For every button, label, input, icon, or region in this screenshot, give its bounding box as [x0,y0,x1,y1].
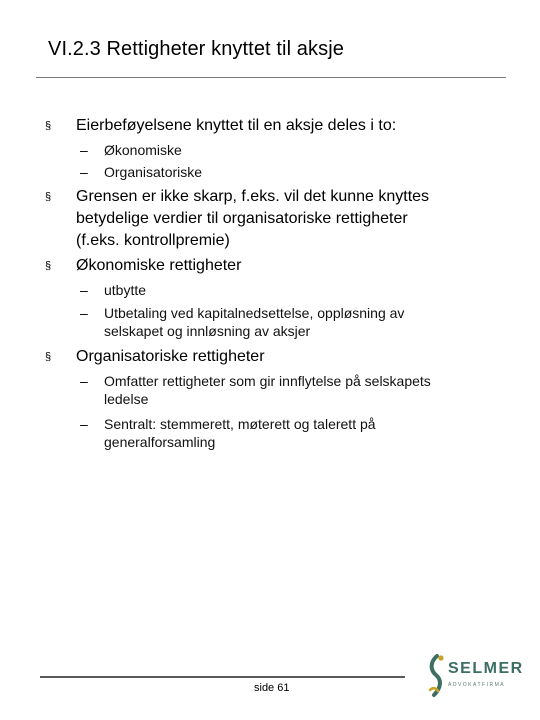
selmer-leaf-icon [426,654,446,698]
page-title: VI.2.3 Rettigheter knyttet til aksje [48,38,344,60]
sub-sentralt-line1: Sentralt: stemmerett, møterett og talerett på [104,416,376,432]
dash-marker: – [80,305,88,321]
bullet-marker: § [45,260,52,272]
sub-okonomiske: Økonomiske [104,142,182,158]
bullet-eierbefoyelsene: Eierbeføyelsene knyttet til en aksje deles i to: [76,117,397,134]
dash-marker: – [80,142,88,158]
bullet-grensen-line1: Grensen er ikke skarp, f.eks. vil det kunne knyttes [76,188,430,205]
sub-utbetaling-line1: Utbetaling ved kapitalnedsettelse, oppløsning av [104,305,405,321]
dash-marker: – [80,282,88,298]
sub-utbetaling-line2: selskapet og innløsning av aksjer [104,323,311,339]
bullet-organisatoriske-rettigheter: Organisatoriske rettigheter [76,348,265,365]
sub-sentralt-line2: generalforsamling [104,434,216,450]
title-rule [36,77,506,78]
bullet-marker: § [45,120,52,132]
sub-organisatoriske: Organisatoriske [104,164,203,180]
dash-marker: – [80,416,88,432]
bullet-grensen-line2: betydelige verdier til organisatoriske rettigheter [76,210,408,227]
bullet-grensen [76,186,496,252]
bullet-okonomiske-rettigheter: Økonomiske rettigheter [76,257,242,274]
sub-omfatter-line1: Omfatter rettigheter som gir innflytelse på selskapets [104,373,431,389]
selmer-logo [426,654,524,700]
dash-marker: – [80,373,88,389]
bullet-marker: § [45,351,52,363]
logo-wordmark: SELMER [448,660,524,677]
footer-rule [40,676,405,678]
dash-marker: – [80,164,88,180]
sub-utbytte: utbytte [104,282,147,298]
bullet-marker: § [45,191,52,203]
logo-subtitle: ADVOKATFIRMA [448,682,506,688]
sub-omfatter-line2: ledelse [104,391,149,407]
sub-sentralt [104,415,494,451]
sub-omfatter [104,372,494,408]
sub-utbetaling [104,304,494,340]
page-number: side 61 [254,682,290,694]
bullet-grensen-line3: (f.eks. kontrollpremie) [76,232,230,249]
